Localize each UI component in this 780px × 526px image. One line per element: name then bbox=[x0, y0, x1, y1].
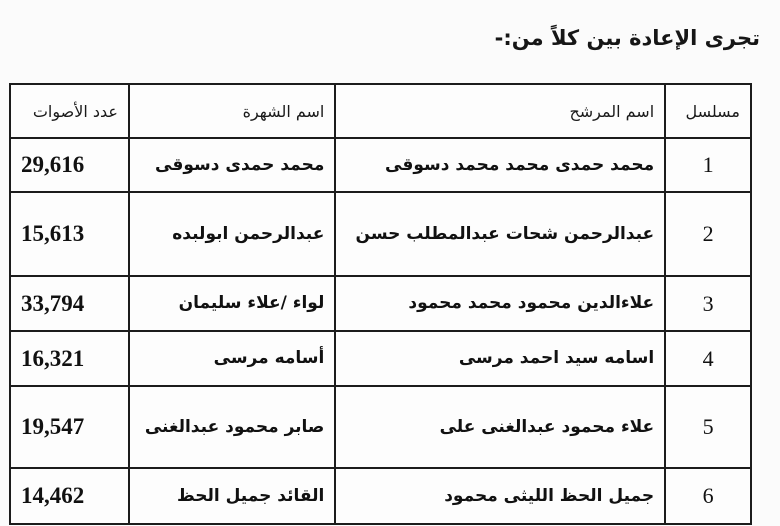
votes-cell: 33,794 bbox=[10, 276, 129, 331]
runoff-candidates-table bbox=[9, 83, 752, 525]
table-row bbox=[10, 468, 751, 524]
votes-cell: 29,616 bbox=[10, 138, 129, 192]
table-row bbox=[10, 192, 751, 276]
known-as-cell: عبدالرحمن ابولبده bbox=[129, 192, 335, 276]
page-heading: تجرى الإعادة بين كلاً من:- bbox=[494, 26, 760, 50]
candidate-name-cell: اسامه سيد احمد مرسى bbox=[335, 331, 665, 386]
header-votes: عدد الأصوات bbox=[10, 84, 129, 138]
table-header-row bbox=[10, 84, 751, 138]
candidate-name-cell: علاءالدين محمود محمد محمود bbox=[335, 276, 665, 331]
header-known-as: اسم الشهرة bbox=[129, 84, 335, 138]
known-as-cell: لواء /علاء سليمان bbox=[129, 276, 335, 331]
candidate-name-cell: عبدالرحمن شحات عبدالمطلب حسن bbox=[335, 192, 665, 276]
serial-cell: 4 bbox=[665, 331, 751, 386]
serial-cell: 1 bbox=[665, 138, 751, 192]
table-row bbox=[10, 276, 751, 331]
known-as-cell: محمد حمدى دسوقى bbox=[129, 138, 335, 192]
header-candidate-name: اسم المرشح bbox=[335, 84, 665, 138]
votes-cell: 15,613 bbox=[10, 192, 129, 276]
candidate-name-cell: جميل الحظ الليثى محمود bbox=[335, 468, 665, 524]
votes-cell: 19,547 bbox=[10, 386, 129, 468]
serial-cell: 6 bbox=[665, 468, 751, 524]
candidate-name-cell: محمد حمدى محمد محمد دسوقى bbox=[335, 138, 665, 192]
table-row bbox=[10, 386, 751, 468]
header-serial: مسلسل bbox=[665, 84, 751, 138]
known-as-cell: أسامه مرسى bbox=[129, 331, 335, 386]
candidate-name-cell: علاء محمود عبدالغنى على bbox=[335, 386, 665, 468]
serial-cell: 3 bbox=[665, 276, 751, 331]
serial-cell: 2 bbox=[665, 192, 751, 276]
table-row bbox=[10, 138, 751, 192]
table-row bbox=[10, 331, 751, 386]
votes-cell: 16,321 bbox=[10, 331, 129, 386]
known-as-cell: صابر محمود عبدالغنى bbox=[129, 386, 335, 468]
serial-cell: 5 bbox=[665, 386, 751, 468]
votes-cell: 14,462 bbox=[10, 468, 129, 524]
known-as-cell: القائد جميل الحظ bbox=[129, 468, 335, 524]
